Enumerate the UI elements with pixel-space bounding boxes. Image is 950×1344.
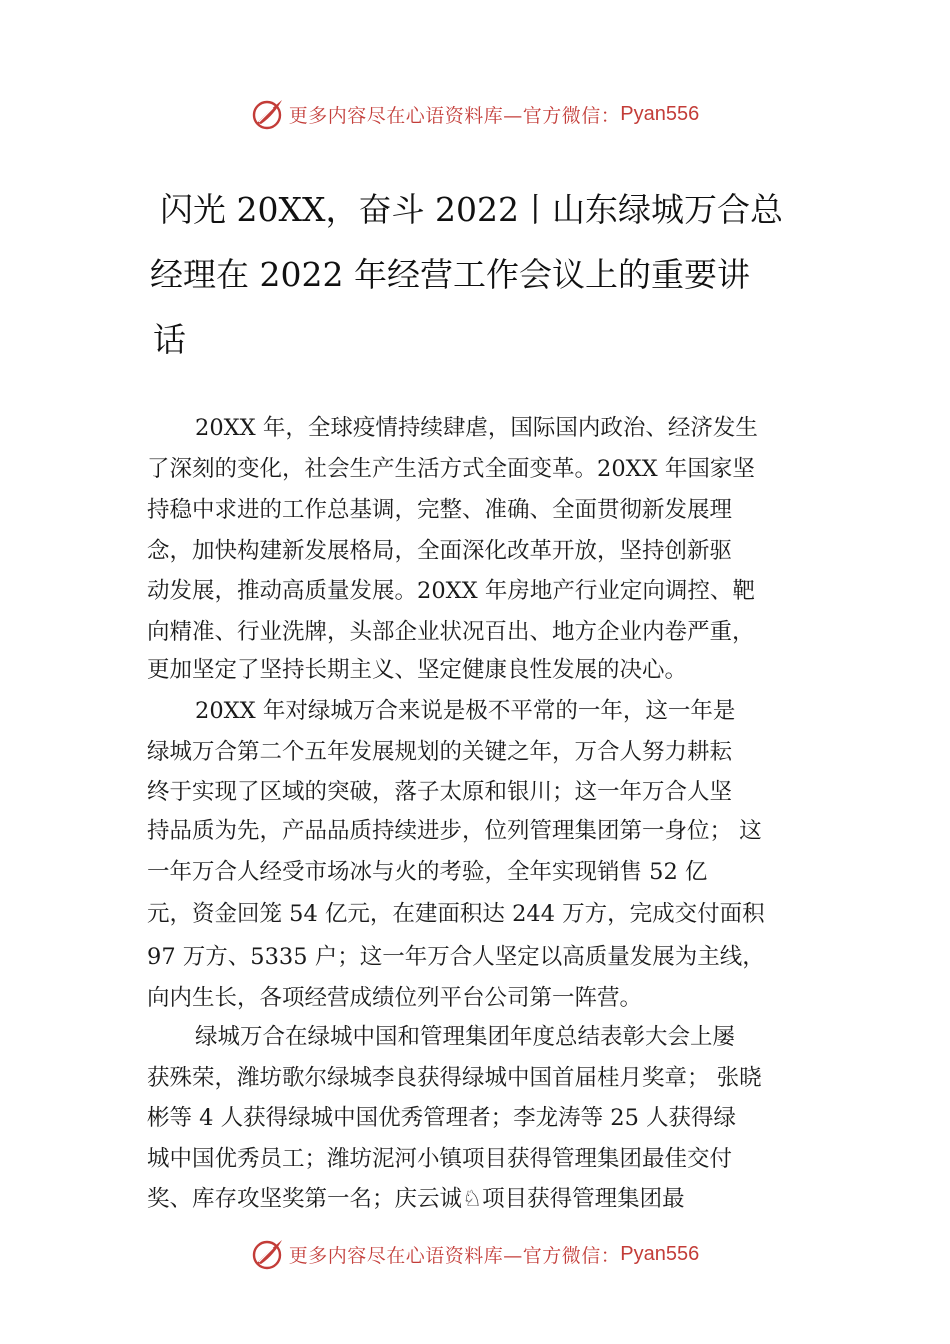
header-banner [0, 94, 950, 134]
paragraph-2-line: 绿城万合第二个五年发展规划的关键之年，万合人努力耕耘 [147, 739, 733, 765]
paragraph-3-line: 绿城万合在绿城中国和管理集团年度总结表彰大会上屡 [195, 1024, 736, 1050]
header-wechat-id: Pyan556 [620, 102, 700, 125]
quill-logo-icon [251, 1237, 285, 1271]
footer-banner-text: 更多内容尽在心语资料库—官方微信： [288, 1244, 621, 1267]
paragraph-1-line: 向精准、行业洗牌，头部企业状况百出、地方企业内卷严重， [147, 619, 755, 645]
paragraph-1-line: 念，加快构建新发展格局，全面深化改革开放，坚持创新驱 [147, 538, 733, 564]
paragraph-1-line: 更加坚定了坚持长期主义、坚定健康良性发展的决心。 [147, 657, 688, 683]
paragraph-3-line: 获殊荣，潍坊歌尔绿城李良获得绿城中国首届桂月奖章； 张晓 [147, 1065, 762, 1091]
paragraph-3-line: 城中国优秀员工；潍坊泥河小镇项目获得管理集团最佳交付 [147, 1146, 733, 1172]
paragraph-1-line: 20XX 年，全球疫情持续肆虐，国际国内政治、经济发生 [195, 415, 758, 441]
header-banner-text: 更多内容尽在心语资料库—官方微信： [288, 104, 621, 127]
paragraph-2-line: 一年万合人经受市场冰与火的考验，全年实现销售 52 亿 [147, 859, 708, 885]
paragraph-3-line: 彬等 4 人获得绿城中国优秀管理者；李龙涛等 25 人获得绿 [147, 1105, 737, 1131]
paragraph-2-line: 元，资金回笼 54 亿元，在建面积达 244 万方，完成交付面积 [147, 901, 765, 927]
paragraph-2-line: 97 万方、5335 户；这一年万合人坚定以高质量发展为主线， [147, 944, 765, 970]
footer-wechat-id: Pyan556 [620, 1242, 700, 1265]
paragraph-1-line: 动发展，推动高质量发展。20XX 年房地产行业定向调控、靶 [147, 578, 755, 604]
paragraph-2-line: 向内生长，各项经营成绩位列平台公司第一阵营。 [147, 985, 643, 1011]
paragraph-1-line: 持稳中求进的工作总基调，完整、准确、全面贯彻新发展理 [147, 497, 733, 523]
title-line: 经理在 2022 年经营工作会议上的重要讲 [150, 255, 750, 294]
footer-banner [0, 1234, 950, 1274]
paragraph-3-line: 奖、库存攻坚奖第一名；庆云诚♘项目获得管理集团最 [147, 1186, 685, 1212]
paragraph-2-line: 20XX 年对绿城万合来说是极不平常的一年，这一年是 [195, 698, 736, 724]
quill-logo-icon [251, 97, 285, 131]
paragraph-2-line: 持品质为先，产品品质持续进步，位列管理集团第一身位； 这 [147, 818, 762, 844]
title-line: 闪光 20XX，奋斗 2022丨山东绿城万合总 [160, 190, 783, 229]
title-line: 话 [153, 320, 186, 359]
paragraph-2-line: 终于实现了区域的突破，落子太原和银川；这一年万合人坚 [147, 779, 733, 805]
paragraph-1-line: 了深刻的变化，社会生产生活方式全面变革。20XX 年国家坚 [147, 456, 755, 482]
